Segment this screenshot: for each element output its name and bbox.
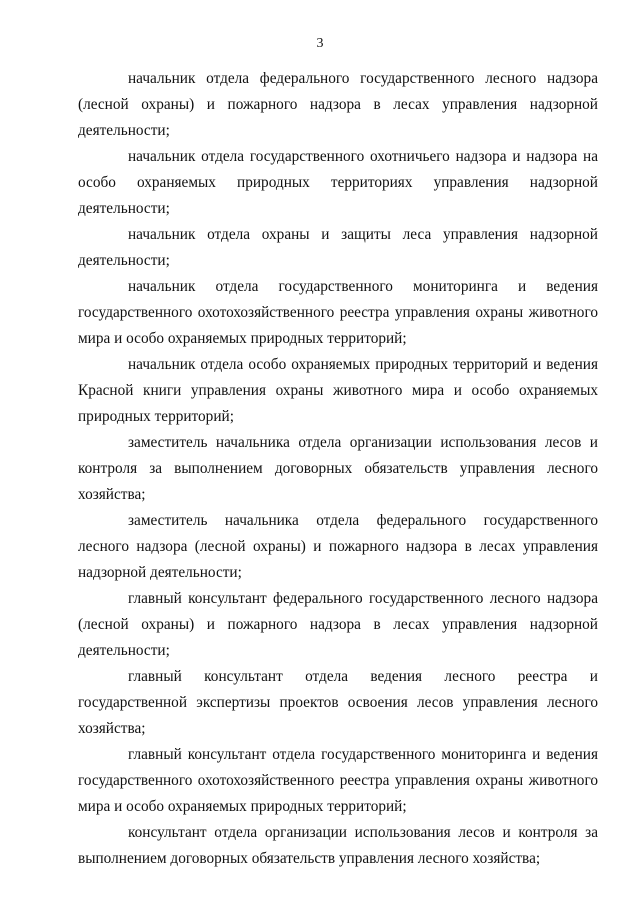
paragraph: начальник отдела охраны и защиты леса управления надзорной деятельности; <box>78 226 598 269</box>
paragraph: заместитель начальника отдела организации использования лесов и контроля за выполнением договорных обязательств управления лесного хозяйства; <box>78 434 598 503</box>
paragraph: начальник отдела государственного мониторинга и ведения государственного охотохозяйственного реестра управления охраны животного мира и особо охраняемых природных территорий; <box>78 278 598 347</box>
page-number: 3 <box>316 36 324 51</box>
paragraph: главный консультант отдела ведения лесного реестра и государственной экспертизы проектов освоения лесов управления лесного хозяйства; <box>78 668 598 737</box>
paragraph: начальник отдела особо охраняемых природных территорий и ведения Красной книги управления охраны животного мира и особо охраняемых природных территорий; <box>78 356 598 425</box>
document-body <box>78 66 598 872</box>
paragraph: консультант отдела организации использования лесов и контроля за выполнением договорных обязательств управления лесного хозяйства; <box>78 824 598 867</box>
paragraph: начальник отдела федерального государственного лесного надзора (лесной охраны) и пожарного надзора в лесах управления надзорной деятельности; <box>78 70 598 139</box>
paragraph: главный консультант федерального государственного лесного надзора (лесной охраны) и пожарного надзора в лесах управления надзорной деятельности; <box>78 590 598 659</box>
paragraph: заместитель начальника отдела федерального государственного лесного надзора (лесной охраны) и пожарного надзора в лесах управления надзорной деятельности; <box>78 512 598 581</box>
paragraph: главный консультант отдела государственного мониторинга и ведения государственного охотохозяйственного реестра управления охраны животного мира и особо охраняемых природных территорий; <box>78 746 598 815</box>
paragraph: начальник отдела государственного охотничьего надзора и надзора на особо охраняемых природных территориях управления надзорной деятельности; <box>78 148 598 217</box>
